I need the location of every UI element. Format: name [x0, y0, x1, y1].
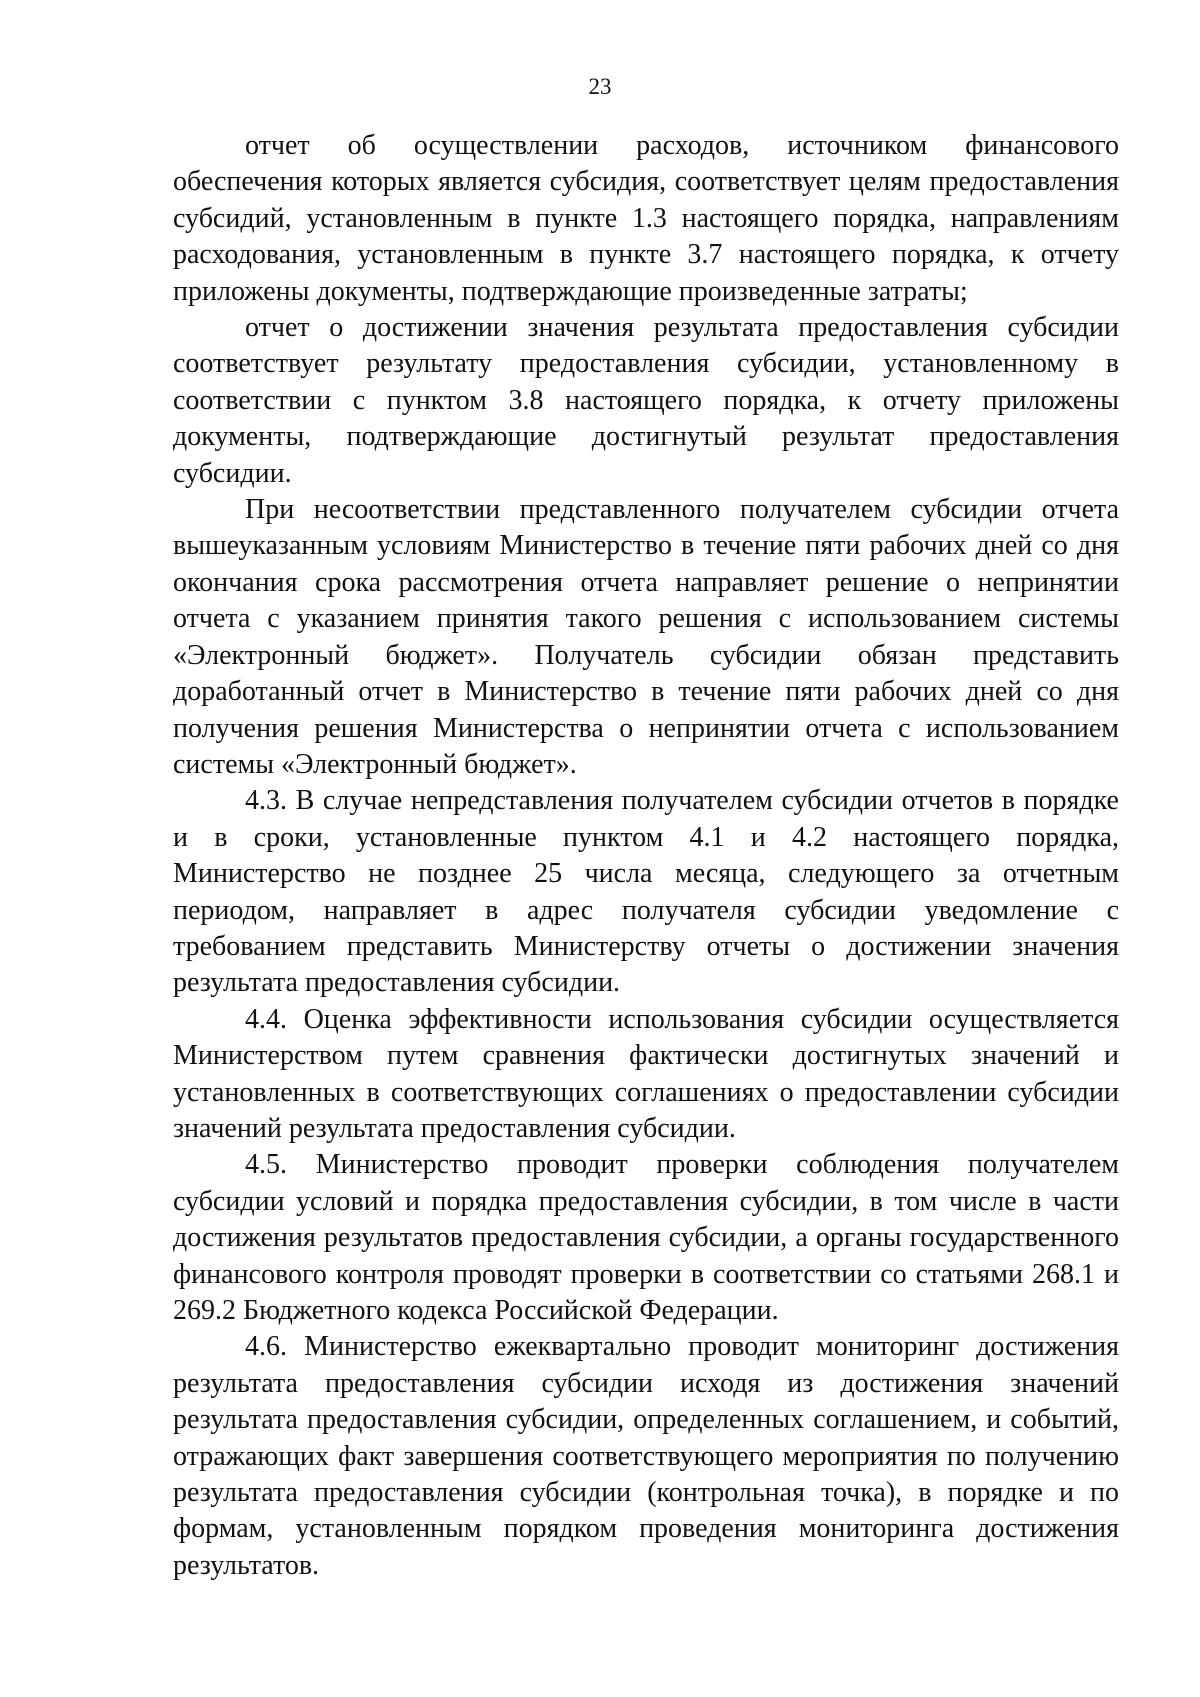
- paragraph-report-result: отчет о достижении значения результата предоставления субсидии соответствует результату предоставления субсидии, установленному в соответствии с пунктом 3.8 настоящего порядка, к отчету приложены документы, подтверждающие достигнутый результат предоставления субсидии.: [173, 312, 1119, 489]
- paragraph-4-6: 4.6. Министерство ежеквартально проводит мониторинг достижения результата предоставления субсидии исходя из достижения значений результата предоставления субсидии, определенных соглашением, и событий, отражающих факт завершения соответствующего мероприятия по получению результата предоставления субсидии (контрольная точка), в порядке и по формам, установленным порядком проведения мониторинга достижения результатов.: [173, 1331, 1119, 1581]
- page-number: 23: [588, 74, 612, 99]
- paragraph-4-4: 4.4. Оценка эффективности использования субсидии осуществляется Министерством путем сравнения фактически достигнутых значений и установленных в соответствующих соглашениях о предоставлении субсидии значений результата предоставления субсидии.: [173, 1003, 1119, 1144]
- paragraph-report-expenses: отчет об осуществлении расходов, источником финансового обеспечения которых является субсидия, соответствует целям предоставления субсидий, установленным в пункте 1.3 настоящего порядка, направлениям расходования, установленным в пункте 3.7 настоящего порядка, к отчету приложены документы, подтверждающие произведенные затраты;: [173, 130, 1119, 307]
- paragraph-4-3: 4.3. В случае непредставления получателем субсидии отчетов в порядке и в сроки, установленные пунктом 4.1 и 4.2 настоящего порядка, Министерство не позднее 25 числа месяца, следующего за отчетным периодом, направляет в адрес получателя субсидии уведомление с требованием представить Министерству отчеты о достижении значения результата предоставления субсидии.: [173, 785, 1119, 999]
- document-body: [173, 128, 1119, 1584]
- paragraph-4-5: 4.5. Министерство проводит проверки соблюдения получателем субсидии условий и порядка предоставления субсидии, в том числе в части достижения результатов предоставления субсидии, а органы государственного финансового контроля проводят проверки в соответствии со статьями 268.1 и 269.2 Бюджетного кодекса Российской Федерации.: [173, 1149, 1119, 1326]
- paragraph-nonconformity: При несоответствии представленного получателем субсидии отчета вышеуказанным условиям Министерство в течение пяти рабочих дней со дня окончания срока рассмотрения отчета направляет решение о непринятии отчета с указанием принятия такого решения с использованием системы «Электронный бюджет». Получатель субсидии обязан представить доработанный отчет в Министерство в течение пяти рабочих дней со дня получения решения Министерства о непринятии отчета с использованием системы «Электронный бюджет».: [173, 494, 1119, 780]
